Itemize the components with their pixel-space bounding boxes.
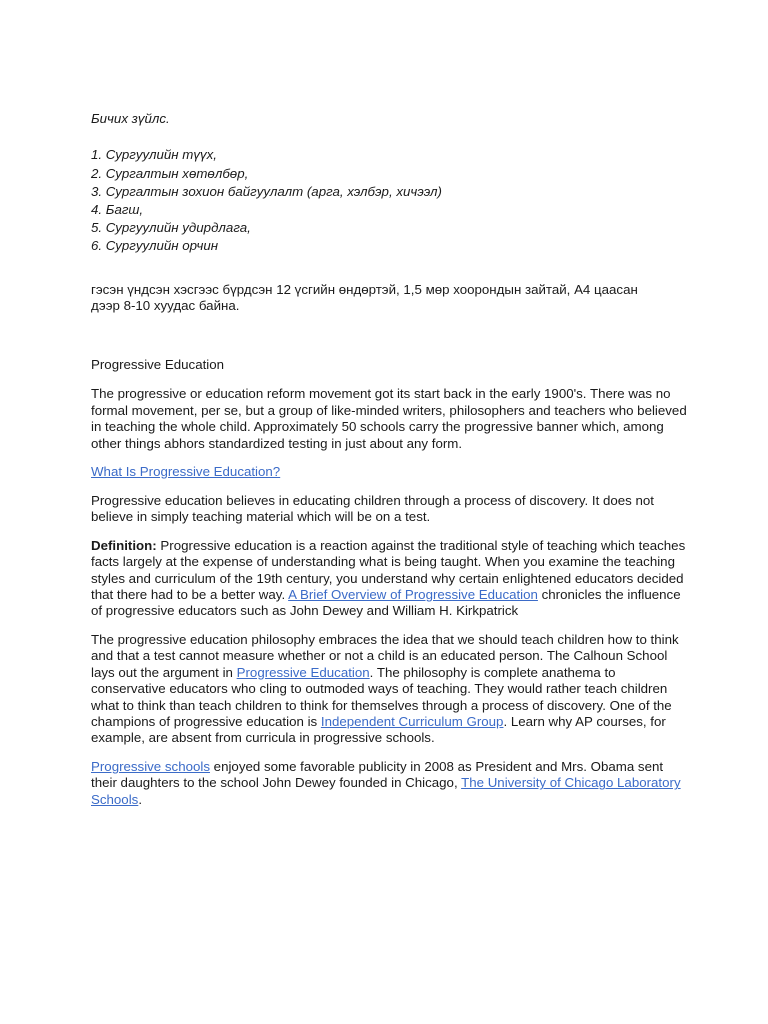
obama-text-a: enjoyed some favorable publicity in 2008 as President and Mrs. Obama sent their daughters to the school John Dewey founded in Chicago, <box>91 759 664 791</box>
paragraph-philosophy <box>91 632 691 747</box>
paragraph-link <box>91 464 691 480</box>
brief-overview-link[interactable]: A Brief Overview of Progressive Education <box>288 587 538 603</box>
requirement-line-1: гэсэн үндсэн хэсгээс бүрдсэн 12 үсгийн өндөртэй, 1,5 мөр хоорондын зайтай, А4 цаасан <box>91 282 638 297</box>
paragraph-obama <box>91 759 691 808</box>
independent-curriculum-group-link[interactable]: Independent Curriculum Group <box>320 714 504 730</box>
philosophy-text-b: . The philosophy is complete anathema to conservative educators who cling to outmoded ways of teaching. They would rather teach children what to think than teach children to think for themselves through a process of discovery. One of the champions of progressive education is <box>91 664 672 730</box>
paragraph-definition <box>91 538 691 620</box>
topic-item-5: 5. Сургуулийн удирдлага, <box>91 220 251 236</box>
article <box>91 357 691 820</box>
requirement-line-2: дээр 8-10 хуудас байна. <box>91 298 240 314</box>
philosophy-text-a: The progressive education philosophy embraces the idea that we should teach children how to think and that a test cannot measure whether or not a child is an educated person. The Calhoun School lays out the argument in <box>91 632 679 680</box>
progressive-education-link[interactable]: Progressive Education <box>236 664 370 680</box>
topic-item-1: 1. Сургуулийн түүх, <box>91 147 218 163</box>
philosophy-text-c: . Learn why AP courses, for example, are absent from curricula in progressive schools. <box>91 714 666 746</box>
article-title: Progressive Education <box>91 357 225 372</box>
definition-label: Definition: <box>91 537 157 553</box>
format-requirement <box>91 282 691 315</box>
definition-text-a: Progressive education is a reaction against the traditional style of teaching which teaches facts largely at the expense of understanding what is being taught. When you examine the teaching styles and curriculum of the 19th century, you understand why certain enlightened educators decided that there had to be a better way. <box>91 537 686 603</box>
topics-list <box>91 146 691 255</box>
obama-text-b: . <box>138 791 143 807</box>
topic-item-4: 4. Багш, <box>91 201 144 217</box>
progressive-schools-link[interactable]: Progressive schools <box>91 759 210 775</box>
topics-heading: Бичих зүйлс. <box>91 111 170 126</box>
topic-item-6: 6. Сургуулийн орчин <box>91 238 219 254</box>
university-of-chicago-lab-schools-link[interactable]: The University of Chicago Laboratory Schools <box>91 775 681 807</box>
paragraph-intro: The progressive or education reform movement got its start back in the early 1900's. There was no formal movement, per se, but a group of like-minded writers, philosophers and teachers who believed in teaching the whole child. Approximately 50 schools carry the progressive banner which, among other things abhors standardized testing in just about any form. <box>91 386 687 451</box>
what-is-progressive-education-link[interactable]: What Is Progressive Education? <box>91 464 281 480</box>
definition-text-b: chronicles the influence of progressive educators such as John Dewey and William H. Kirkpatrick <box>91 587 681 619</box>
topic-item-3: 3. Сургалтын зохион байгуулалт (арга, хэлбэр, хичээл) <box>91 183 442 199</box>
topics-section <box>91 111 691 256</box>
topic-item-2: 2. Сургалтын хөтөлбөр, <box>91 165 249 181</box>
paragraph-discovery: Progressive education believes in educating children through a process of discovery. It does not believe in simply teaching material which will be on a test. <box>91 492 654 525</box>
